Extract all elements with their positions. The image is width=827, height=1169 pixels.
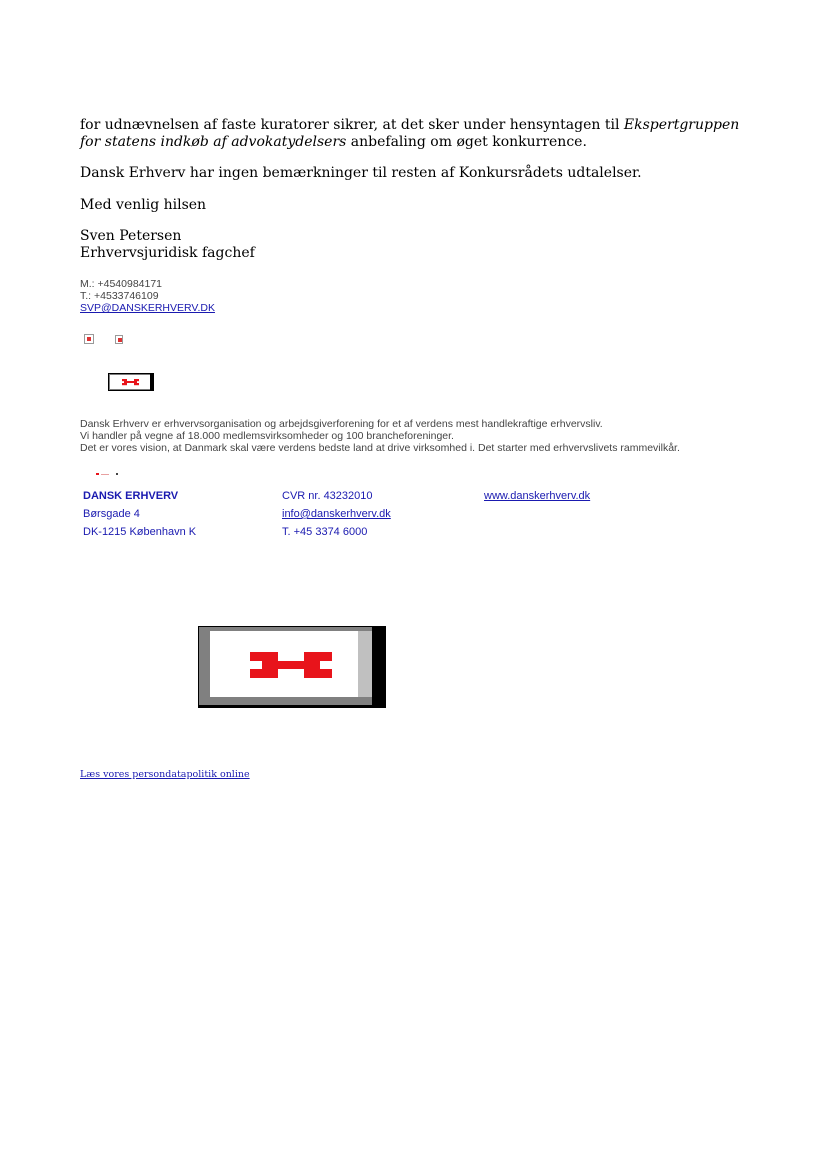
footer-phone: T. +45 3374 6000 [282, 526, 368, 538]
footer-street: Børsgade 4 [83, 508, 140, 520]
footer-email-link[interactable]: info@danskerhverv.dk [282, 508, 391, 520]
quoted-group-name: Ekspertgruppen for statens indkøb af advokatydelsers [80, 117, 740, 150]
body-paragraph-1: for udnævnelsen af faste kuratorer sikrer, at det sker under hensyntagen til Ekspertgruppen for statens indkøb af advokatydelsers anbefaling om øget konkurrence. [80, 117, 740, 150]
decorative-mark [96, 462, 118, 466]
footer-city: DK-1215 København K [83, 526, 197, 538]
privacy-policy-link[interactable]: Læs vores persondatapolitik online [80, 769, 250, 780]
tagline-line-2: Vi handler på vegne af 18.000 medlemsvirksomheder og 100 brancheforeninger. [80, 430, 454, 442]
brand-logo-large [198, 626, 386, 708]
broken-image-icon [84, 334, 94, 344]
signer-name: Sven Petersen [80, 228, 182, 244]
tagline-line-1: Dansk Erhverv er erhvervsorganisation og arbejdsgiverforening for et af verdens mest handlekraftige erhvervsliv. [80, 418, 603, 430]
brand-logo-small [108, 373, 154, 391]
tagline-line-3: Det er vores vision, at Danmark skal være verdens bedste land at drive virksomhed i. Det starter med erhvervslivets rammevilkår. [80, 442, 680, 454]
decorative-mark-icon [96, 473, 118, 477]
phone-number: T.: +4533746109 [80, 290, 159, 302]
signer-email-link[interactable]: SVP@DANSKERHVERV.DK [80, 302, 215, 314]
signer-title: Erhvervsjuridisk fagchef [80, 245, 255, 261]
mobile-number: M.: +4540984171 [80, 278, 163, 290]
brand-logo-icon [198, 626, 386, 708]
brand-logo-icon [108, 373, 154, 391]
footer-cvr: CVR nr. 43232010 [282, 490, 373, 502]
closing-greeting: Med venlig hilsen [80, 197, 207, 213]
footer-org-name: DANSK ERHVERV [83, 490, 179, 502]
broken-image-icon [115, 335, 123, 344]
body-paragraph-2: Dansk Erhverv har ingen bemærkninger til resten af Konkursrådets udtalelser. [80, 165, 642, 181]
footer-website-link[interactable]: www.danskerhverv.dk [484, 490, 591, 502]
